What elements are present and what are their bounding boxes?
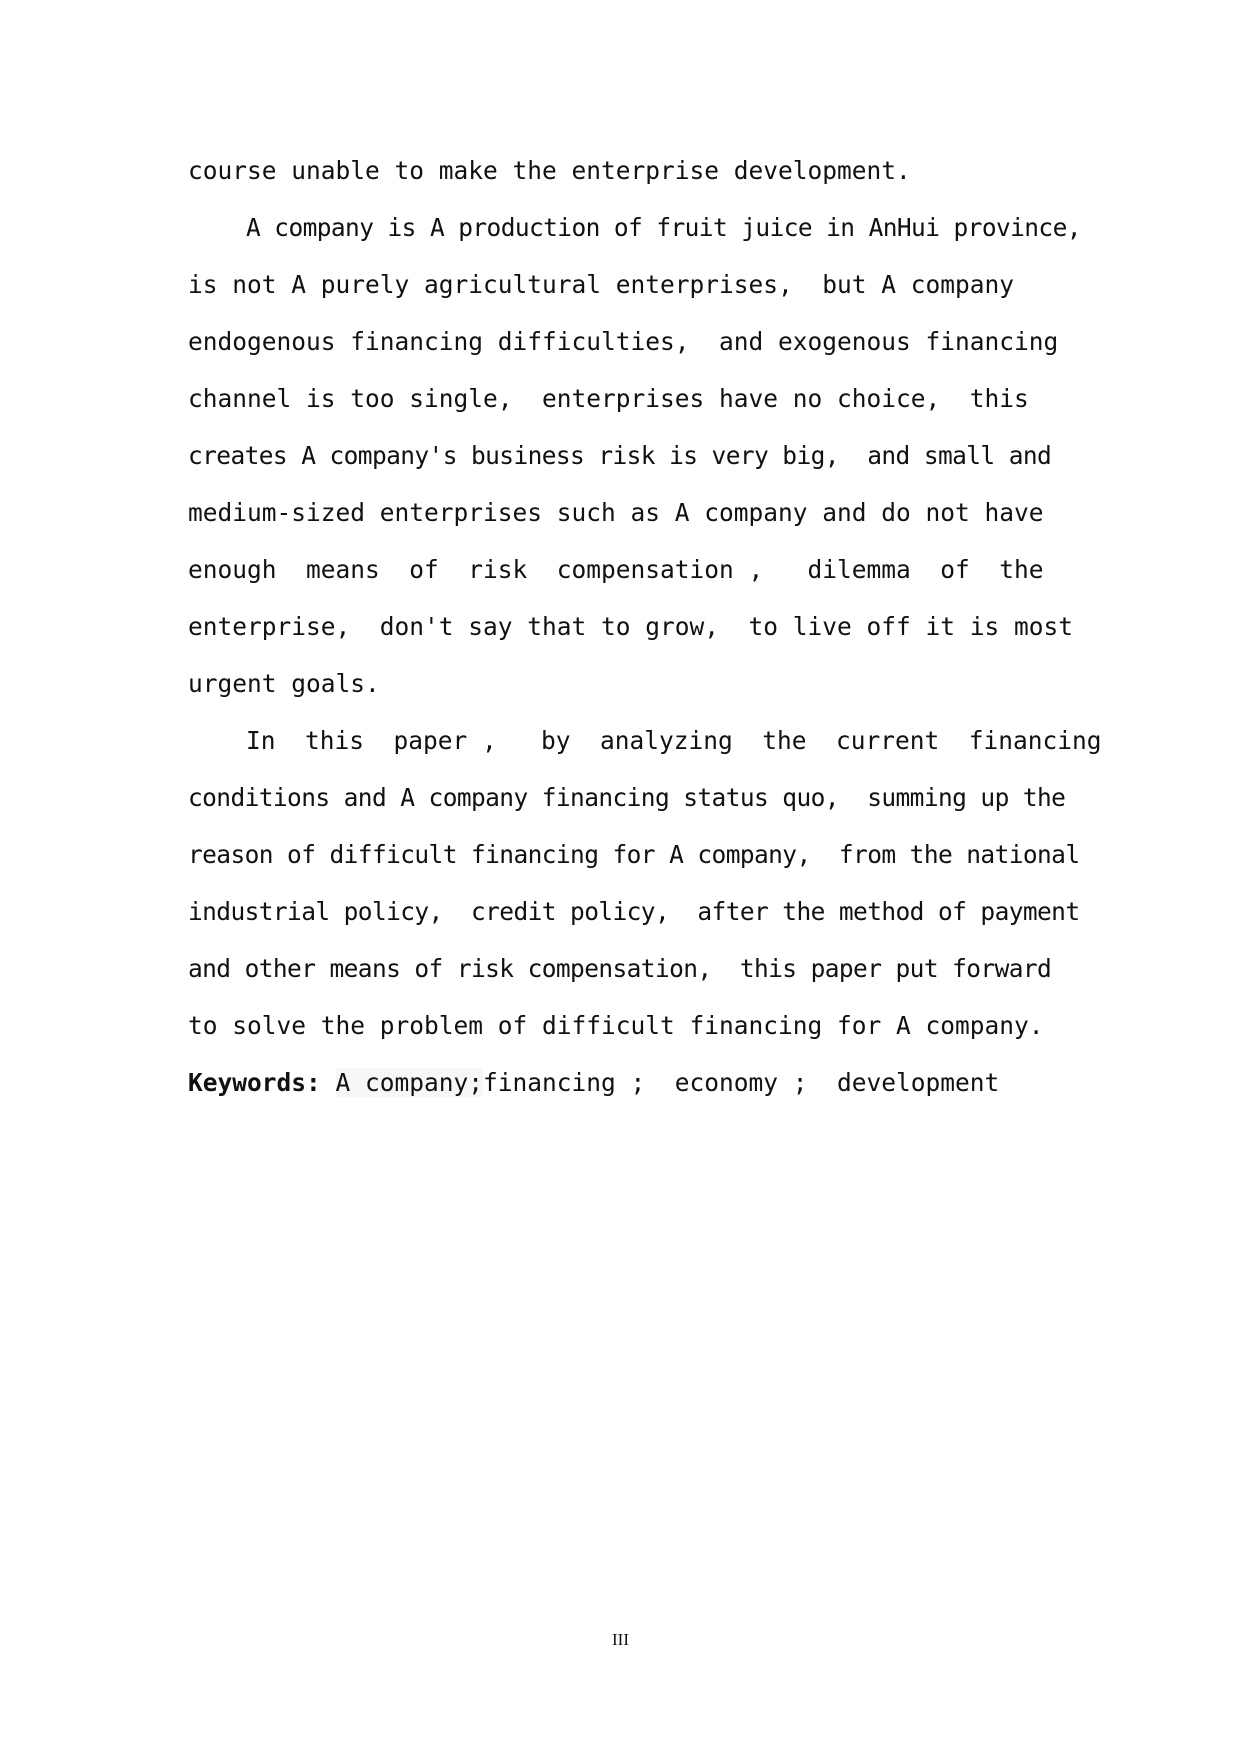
text-line: enough means of risk compensation , dilemma of the <box>188 555 1044 584</box>
keywords-line <box>188 1060 1108 1117</box>
text-line: creates A company's business risk is very big, and small and <box>188 441 1052 470</box>
keywords-label: Keywords: <box>188 1068 321 1097</box>
text-line: urgent goals. <box>188 669 380 698</box>
text-line: is not A purely agricultural enterprises, but A company <box>188 270 1015 299</box>
page-number: III <box>612 1630 629 1649</box>
text-line: and other means of risk compensation, this paper put forward <box>188 954 1052 983</box>
paragraph-first-line: In this paper , by analyzing the current financing <box>246 726 1102 755</box>
text-line: conditions and A company financing status quo, summing up the <box>188 783 1066 812</box>
text-line: reason of difficult financing for A company, from the national <box>188 840 1080 869</box>
paragraph-first-line: A company is A production of fruit juice in AnHui province, <box>246 213 1081 242</box>
text-line: medium-sized enterprises such as A company and do not have <box>188 498 1044 527</box>
text-line: industrial policy, credit policy, after the method of payment <box>188 897 1080 926</box>
text-line: enterprise, don't say that to grow, to live off it is most <box>188 612 1074 641</box>
text-line: to solve the problem of difficult financing for A company. <box>188 1011 1044 1040</box>
text-line: course unable to make the enterprise development. <box>188 156 911 185</box>
abstract-body <box>188 148 1108 1117</box>
text-line: endogenous financing difficulties, and exogenous financing <box>188 327 1059 356</box>
keyword-item: A company; <box>335 1068 484 1097</box>
text-line: channel is too single, enterprises have no choice, this <box>188 384 1029 413</box>
keyword-list: financing ; economy ; development <box>483 1068 1000 1097</box>
